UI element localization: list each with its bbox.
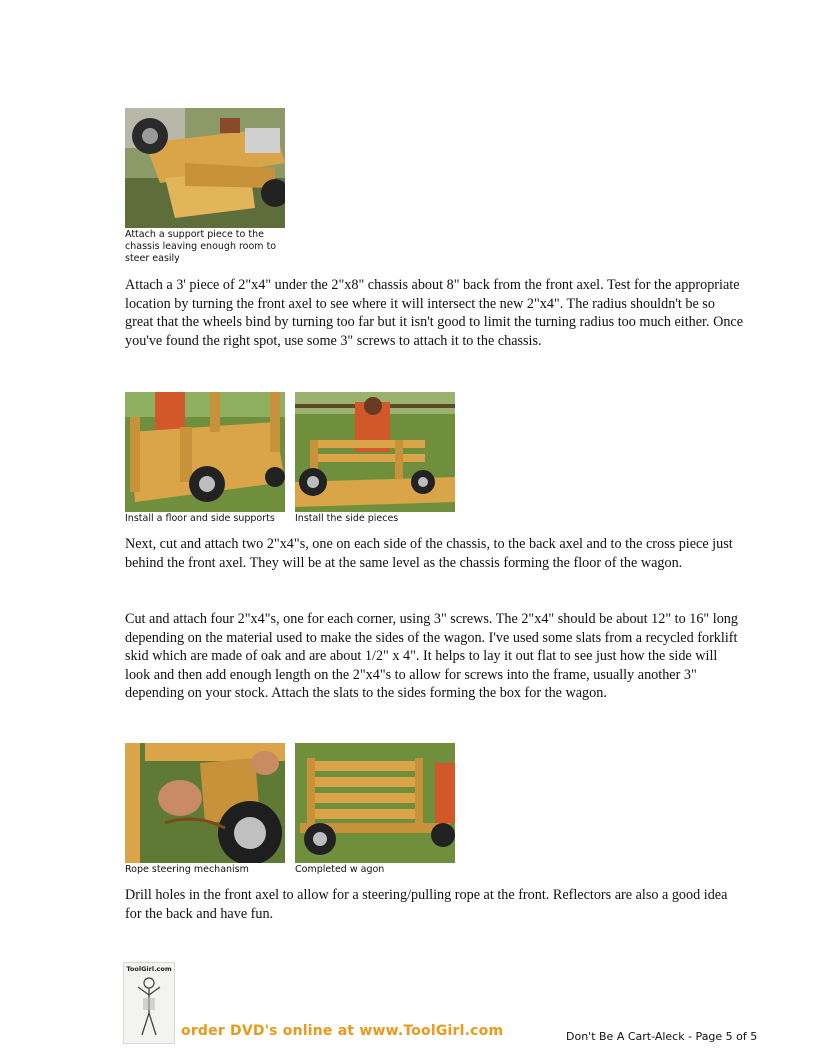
logo-text: ToolGirl.com: [126, 965, 172, 973]
page-footer-label: Don't Be A Cart-Aleck - Page 5 of 5: [566, 1030, 758, 1043]
toolgirl-figure-icon: [124, 973, 174, 1041]
photo-caption: Completed w agon: [295, 864, 385, 875]
photo-support-piece: [125, 108, 285, 228]
photo-rope-steering: [125, 743, 285, 863]
photo-completed-wagon: [295, 743, 455, 863]
paragraph-support-piece: Attach a 3' piece of 2"x4" under the 2"x8" chassis about 8" back from the front axel. Test for the appropriate location by turning the front axel to see where it will intersect the new 2"x4". The radius shouldn't be so great that the wheels bind by turning too far but it isn't good to limit the turning radius too much either. Once you've found the right spot, use some 3" screws to attach it to the chassis.: [125, 277, 744, 349]
photo-floor-supports: [125, 392, 285, 512]
paragraph-steering: Drill holes in the front axel to allow for a steering/pulling rope at the front. Reflectors are also a good idea for the back and have fun.: [125, 887, 728, 922]
order-dvd-link[interactable]: order DVD's online at www.ToolGirl.com: [181, 1023, 504, 1039]
photo-side-pieces: [295, 392, 455, 512]
paragraph-floor: Next, cut and attach two 2"x4"s, one on each side of the chassis, to the back axel and to the cross piece just behind the front axel. They will be at the same level as the chassis forming the floor of the wagon.: [125, 536, 733, 571]
paragraph-corners: Cut and attach four 2"x4"s, one for each corner, using 3" screws. The 2"x4" should be about 12" to 16" long depending on the material used to make the sides of the wagon. I've used some slats from a recycled forklift skid which are made of oak and are about 1/2" x 4". It helps to lay it out flat to see just how the side will look and then add enough length on the 2"x4"s to allow for screws into the frame, usually another 3" depending on your stock. Attach the slats to the sides forming the box for the wagon.: [125, 611, 738, 701]
photo-caption: Install a floor and side supports: [125, 513, 275, 524]
photo-caption: Attach a support piece to the chassis leaving enough room to steer easily: [125, 229, 277, 264]
toolgirl-logo: [123, 962, 175, 1044]
photo-caption: Rope steering mechanism: [125, 864, 249, 875]
photo-caption: Install the side pieces: [295, 513, 399, 524]
